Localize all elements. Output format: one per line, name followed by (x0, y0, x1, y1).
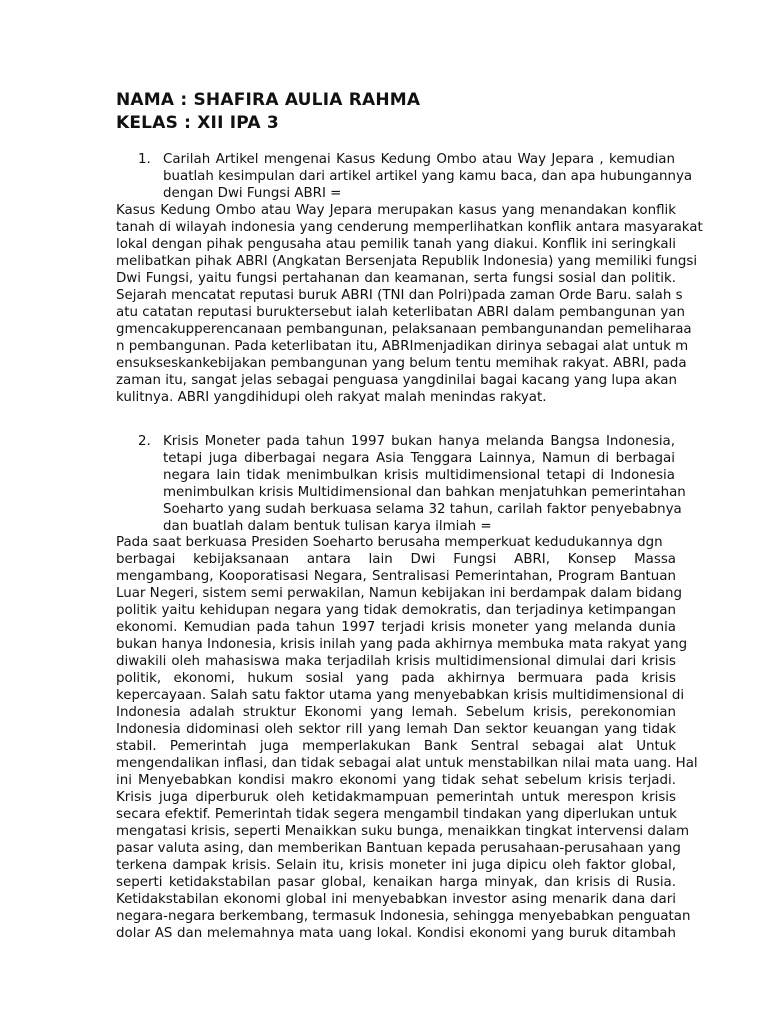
answer-1-line: lokal dengan pihak pengusaha atau pemilik tanah yang diakui. Konflik ini seringkali (116, 237, 676, 252)
question-2-number: 2. (138, 434, 151, 449)
answer-1-line: atu catatan reputasi buruktersebut ialah keterlibatan ABRI dalam pembangunan yan (116, 305, 685, 320)
answer-2-line: berbagai kebijaksanaan antara lain Dwi Fungsi ABRI, Konsep Massa (116, 552, 676, 567)
answer-2-line: mengatasi krisis, seperti Menaikkan suku bunga, menaikkan tingkat intervensi dalam (116, 824, 689, 839)
answer-2-line: mengendalikan inflasi, dan tidak sebagai alat untuk menstabilkan nilai mata uang. Hal (116, 756, 698, 771)
answer-2-line: bukan hanya Indonesia, krisis inilah yang pada akhirnya membuka mata rakyat yang (116, 637, 688, 652)
question-2-line: Soeharto yang sudah berkuasa selama 32 tahun, carilah faktor penyebabnya (163, 502, 682, 517)
answer-2-line: stabil. Pemerintah juga memperlakukan Bank Sentral sebagai alat Untuk (116, 739, 676, 754)
answer-2-line: politik yaitu kehidupan negara yang tidak demokratis, dan terjadinya ketimpangan (116, 603, 676, 618)
answer-2-line: politik, ekonomi, hukum sosial yang pada akhirnya bermuara pada krisis (116, 671, 676, 686)
question-1-line: buatlah kesimpulan dari artikel artikel yang kamu baca, dan apa hubungannya (163, 169, 693, 184)
answer-2-line: terkena dampak krisis. Selain itu, krisis moneter ini juga dipicu oleh faktor global, (116, 858, 676, 873)
answer-2-line: dolar AS dan melemahnya mata uang lokal. Kondisi ekonomi yang buruk ditambah (116, 926, 676, 941)
answer-2-line: kepercayaan. Salah satu faktor utama yang menyebabkan krisis multidimensional di (116, 688, 685, 703)
answer-1-line: Sejarah mencatat reputasi buruk ABRI (TNI dan Polri)pada zaman Orde Baru. salah s (116, 288, 683, 303)
answer-1-line: zaman itu, sangat jelas sebagai penguasa yangdinilai bagai kacang yang lupa akan (116, 373, 677, 388)
question-2-line: negara lain tidak menimbulkan krisis multidimensional tetapi di Indonesia (163, 468, 675, 483)
question-2-line: tetapi juga diberbagai negara Asia Tenggara Lainnya, Namun di berbagai (163, 451, 675, 466)
question-1-line: Carilah Artikel mengenai Kasus Kedung Ombo atau Way Jepara , kemudian (163, 152, 675, 167)
answer-2-line: negara-negara berkembang, termasuk Indonesia, sehingga menyebabkan penguatan (116, 909, 691, 924)
answer-2-line: pasar valuta asing, dan memberikan Bantuan kepada perusahaan-perusahaan yang (116, 841, 681, 856)
question-1-number: 1. (138, 152, 151, 167)
answer-1-line: Kasus Kedung Ombo atau Way Jepara merupakan kasus yang menandakan konflik (116, 203, 676, 218)
answer-1-line: gmencakupperencanaan pembangunan, pelaksanaan pembangunandan pemeliharaa (116, 322, 692, 337)
question-2-line: Krisis Moneter pada tahun 1997 bukan hanya melanda Bangsa Indonesia, (163, 434, 675, 449)
answer-2-line: secara efektif. Pemerintah tidak segera mengambil tindakan yang diperlukan untuk (116, 807, 677, 822)
answer-2-line: ekonomi. Kemudian pada tahun 1997 terjadi krisis moneter yang melanda dunia (116, 620, 676, 635)
answer-1-line: tanah di wilayah indonesia yang cenderung memperlihatkan konflik antara masyarakat (116, 220, 703, 235)
answer-2-line: diwakili oleh mahasiswa maka terjadilah krisis multidimensional dimulai dari krisis (116, 654, 676, 669)
answer-2-line: mengambang, Kooporatisasi Negara, Sentralisasi Pemerintahan, Program Bantuan (116, 569, 676, 584)
answer-2-line: seperti ketidakstabilan pasar global, kenaikan harga minyak, dan krisis di Rusia. (116, 875, 676, 890)
answer-2-line: Indonesia didominasi oleh sektor rill yang lemah Dan sektor keuangan yang tidak (116, 722, 676, 737)
answer-1-line: melibatkan pihak ABRI (Angkatan Bersenjata Republik Indonesia) yang memiliki fungsi (116, 254, 698, 269)
answer-2-line: Ketidakstabilan ekonomi global ini menyebabkan investor asing menarik dana dari (116, 892, 676, 907)
question-2-line: menimbulkan krisis Multidimensional dan bahkan menjatuhkan pemerintahan (163, 485, 686, 500)
answer-1-line: ensukseskankebijakan pembangunan yang belum tentu memihak rakyat. ABRI, pada (116, 356, 687, 371)
answer-1-line: n pembangunan. Pada keterlibatan itu, ABRImenjadikan dirinya sebagai alat untuk m (116, 339, 689, 354)
question-1-line: dengan Dwi Fungsi ABRI = (163, 186, 342, 201)
answer-2-line: Indonesia adalah struktur Ekonomi yang lemah. Sebelum krisis, perekonomian (116, 705, 676, 720)
answer-1-line: Dwi Fungsi, yaitu fungsi pertahanan dan keamanan, serta fungsi sosial dan politik. (116, 271, 676, 286)
answer-2-line: ini Menyebabkan kondisi makro ekonomi yang tidak sehat sebelum krisis terjadi. (116, 773, 676, 788)
answer-2-line: Luar Negeri, sistem semi perwakilan, Namun kebijakan ini berdampak dalam bidang (116, 586, 683, 601)
answer-2-line: Pada saat berkuasa Presiden Soeharto berusaha memperkuat kedudukannya dgn (116, 535, 663, 550)
answer-1-line: kulitnya. ABRI yangdihidupi oleh rakyat malah menindas rakyat. (116, 390, 547, 405)
answer-2-line: Krisis juga diperburuk oleh ketidakmampuan pemerintah untuk merespon krisis (116, 790, 676, 805)
student-class: KELAS : XII IPA 3 (116, 113, 279, 133)
student-name: NAMA : SHAFIRA AULIA RAHMA (116, 90, 421, 110)
question-2-line: dan buatlah dalam bentuk tulisan karya ilmiah = (163, 519, 492, 534)
